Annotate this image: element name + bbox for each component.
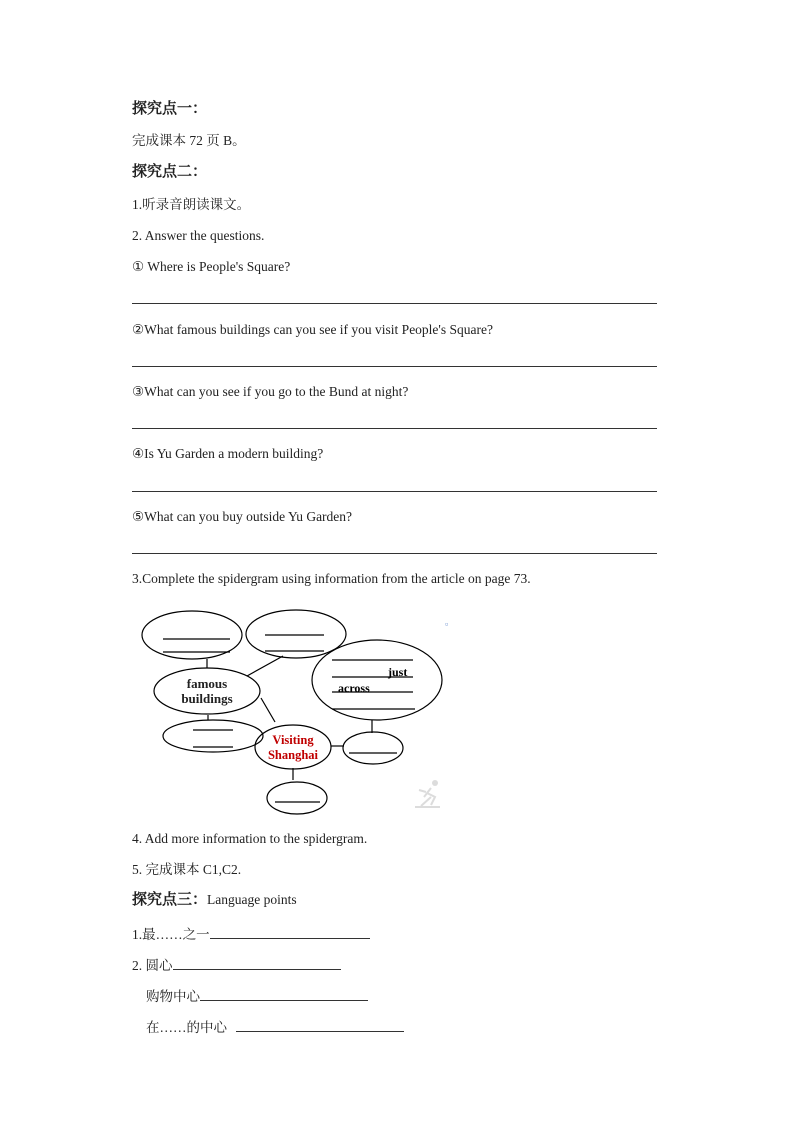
language-point-2c-row [146, 1018, 404, 1036]
spidergram [135, 602, 455, 822]
answer-line-2[interactable] [132, 366, 657, 367]
center-bubble [255, 725, 331, 769]
language-point-1: 1.最……之一 [132, 927, 210, 942]
bottom-bubble [267, 782, 327, 814]
language-point-2c-blank[interactable] [236, 1018, 404, 1032]
section3-heading-row [132, 892, 297, 908]
famous-label-line1: famous [186, 676, 228, 691]
word-across: across [338, 681, 370, 695]
section2-item5: 5. 完成课本 C1,C2. [132, 862, 242, 877]
section1-task: 完成课本 72 页 B。 [132, 133, 246, 148]
language-point-2: 2. 圆心 [132, 958, 173, 973]
section2-item4: 4. Add more information to the spidergram. [132, 831, 368, 846]
answer-line-3[interactable] [132, 428, 657, 429]
connector-line [247, 656, 283, 676]
right-small-bubble [343, 732, 403, 764]
right-bubble [312, 640, 442, 720]
center-label-line2: Shanghai [267, 748, 319, 762]
answer-line-4[interactable] [132, 491, 657, 492]
language-point-1-blank[interactable] [210, 925, 370, 939]
small-image-icon: ▫ [445, 619, 449, 629]
question-4: ④Is Yu Garden a modern building? [132, 446, 324, 461]
language-point-2-row [132, 956, 341, 974]
question-3: ③What can you see if you go to the Bund at night? [132, 384, 409, 399]
answer-line-5[interactable] [132, 553, 657, 554]
section1-heading: 探究点一： [132, 101, 208, 117]
language-point-1-row [132, 925, 370, 943]
section3-heading: 探究点三： [132, 892, 208, 908]
famous-label-line2: buildings [181, 691, 233, 706]
question-5: ⑤What can you buy outside Yu Garden? [132, 509, 353, 524]
language-point-2-blank[interactable] [173, 956, 341, 970]
language-point-2b-blank[interactable] [200, 987, 368, 1001]
language-point-2b-row [146, 987, 368, 1005]
question-1: ① Where is People's Square? [132, 259, 291, 274]
section2-item3: 3.Complete the spidergram using information from the article on page 73. [132, 571, 531, 586]
answer-line-1[interactable] [132, 303, 657, 304]
connector-line [261, 698, 275, 722]
section2-heading: 探究点二： [132, 164, 208, 180]
runner-icon [415, 780, 440, 807]
language-point-2c: 在……的中心 [146, 1020, 227, 1035]
section3-heading-suffix: Language points [207, 892, 297, 907]
language-point-2b: 购物中心 [146, 989, 200, 1004]
question-2: ②What famous buildings can you see if you visit People's Square? [132, 322, 493, 337]
section2-item2: 2. Answer the questions. [132, 228, 265, 243]
center-label-line1: Visiting [272, 733, 314, 747]
section2-item1: 1.听录音朗读课文。 [132, 197, 251, 212]
word-just: just [388, 665, 408, 679]
